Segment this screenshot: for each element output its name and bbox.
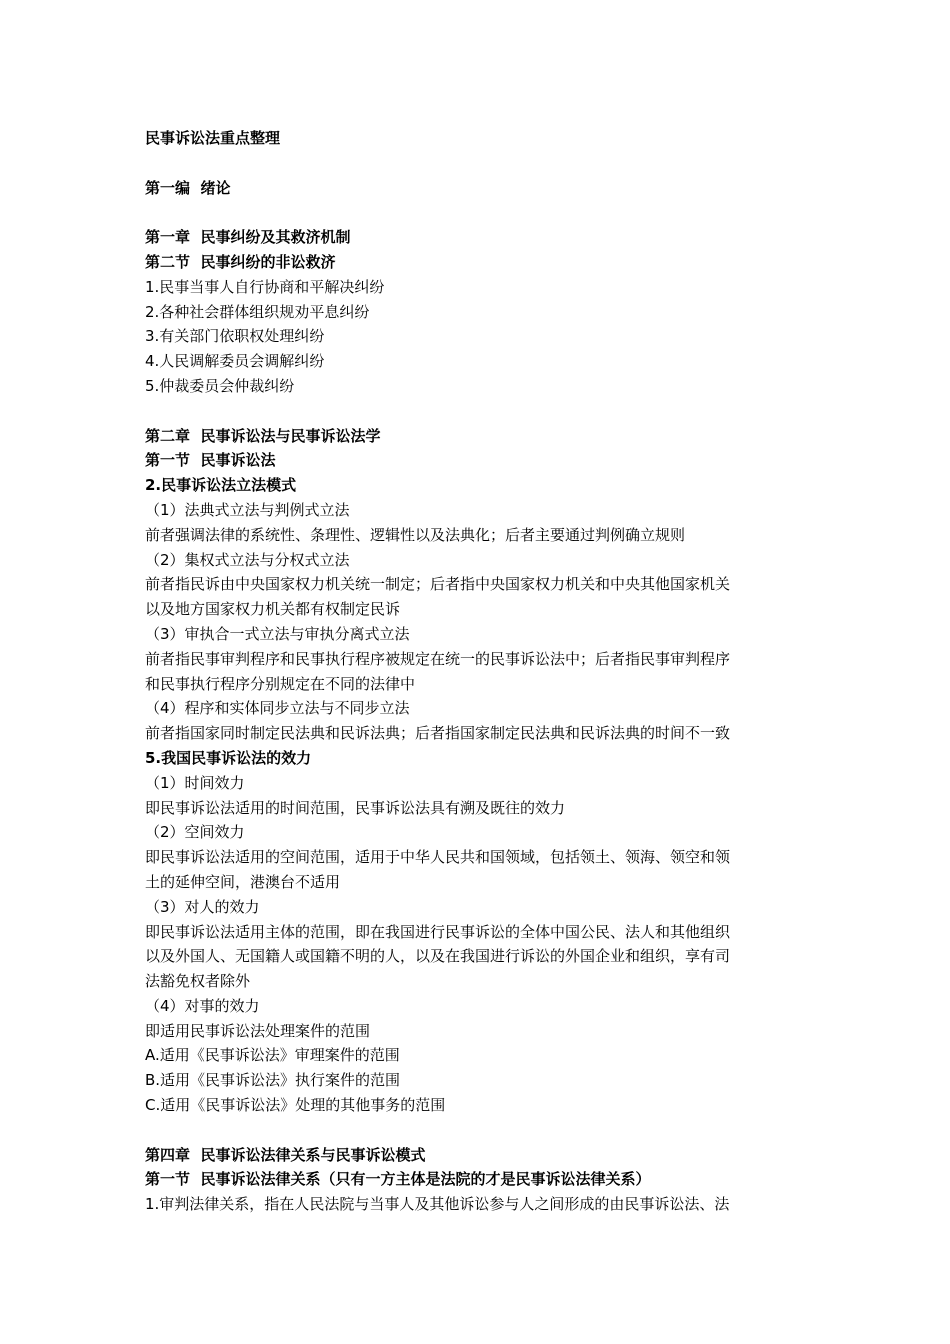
list-item: 3.有关部门依职权处理纠纷 <box>145 327 325 346</box>
paragraph-line: （2）集权式立法与分权式立法 <box>145 550 350 569</box>
paragraph-line: （4）程序和实体同步立法与不同步立法 <box>145 699 410 718</box>
chapter-heading: 第二章 民事诉讼法与民事诉讼法学 <box>145 426 381 445</box>
subsection-heading: 2.民事诉讼法立法模式 <box>145 476 297 495</box>
blank-line <box>145 1118 810 1143</box>
paragraph-line: （2）空间效力 <box>145 823 245 842</box>
section-heading: 第一节 民事诉讼法律关系（只有一方主体是法院的才是民事诉讼法律关系） <box>145 1170 651 1189</box>
list-item: 4.人民调解委员会调解纠纷 <box>145 352 325 371</box>
paragraph-line: 以及外国人、无国籍人或国籍不明的人，以及在我国进行诉讼的外国企业和组织，享有司 <box>145 947 731 966</box>
paragraph-line: 法豁免权者除外 <box>145 972 251 991</box>
blank-line <box>145 151 810 176</box>
paragraph-line: 前者指民诉由中央国家权力机关统一制定；后者指中央国家权力机关和中央其他国家机关 <box>145 575 731 594</box>
paragraph-line: 前者指国家同时制定民法典和民诉法典；后者指国家制定民法典和民诉法典的时间不一致 <box>145 724 731 743</box>
list-item: A.适用《民事诉讼法》审理案件的范围 <box>145 1046 400 1065</box>
paragraph-line: 和民事执行程序分别规定在不同的法律中 <box>145 674 416 693</box>
paragraph-line: 前者强调法律的系统性、条理性、逻辑性以及法典化；后者主要通过判例确立规则 <box>145 525 686 544</box>
list-item: 2.各种社会群体组织规劝平息纠纷 <box>145 302 370 321</box>
paragraph-line: 前者指民事审判程序和民事执行程序被规定在统一的民事诉讼法中；后者指民事审判程序 <box>145 649 731 668</box>
chapter-heading: 第四章 民事诉讼法律关系与民事诉讼模式 <box>145 1145 426 1164</box>
paragraph-line: 即民事诉讼法适用的时间范围，民事诉讼法具有溯及既往的效力 <box>145 798 566 817</box>
paragraph-line: 1.审判法律关系，指在人民法院与当事人及其他诉讼参与人之间形成的由民事诉讼法、法 <box>145 1195 730 1214</box>
chapter-heading: 第一章 民事纠纷及其救济机制 <box>145 228 351 247</box>
paragraph-line: 土的延伸空间，港澳台不适用 <box>145 872 341 891</box>
subsection-heading: 5.我国民事诉讼法的效力 <box>145 748 312 767</box>
list-item: B.适用《民事诉讼法》执行案件的范围 <box>145 1071 401 1090</box>
blank-line <box>145 399 810 424</box>
paragraph-line: （3）对人的效力 <box>145 897 260 916</box>
section-heading: 第二节 民事纠纷的非讼救济 <box>145 252 336 271</box>
list-item: C.适用《民事诉讼法》处理的其他事务的范围 <box>145 1096 446 1115</box>
paragraph-line: （1）时间效力 <box>145 773 245 792</box>
list-item: 5.仲裁委员会仲裁纠纷 <box>145 376 295 395</box>
paragraph-line: 即民事诉讼法适用的空间范围，适用于中华人民共和国领域，包括领土、领海、领空和领 <box>145 848 731 867</box>
document-page <box>145 126 810 1217</box>
paragraph-line: （1）法典式立法与判例式立法 <box>145 500 350 519</box>
paragraph-line: 即民事诉讼法适用主体的范围，即在我国进行民事诉讼的全体中国公民、法人和其他组织 <box>145 922 731 941</box>
paragraph-line: （3）审执合一式立法与审执分离式立法 <box>145 624 410 643</box>
section-heading: 第一节 民事诉讼法 <box>145 451 276 470</box>
paragraph-line: 以及地方国家权力机关都有权制定民诉 <box>145 600 401 619</box>
paragraph-line: 即适用民事诉讼法处理案件的范围 <box>145 1021 371 1040</box>
part-heading: 第一编 绪论 <box>145 178 231 197</box>
list-item: 1.民事当事人自行协商和平解决纠纷 <box>145 277 385 296</box>
document-title: 民事诉讼法重点整理 <box>145 129 281 147</box>
paragraph-line: （4）对事的效力 <box>145 996 260 1015</box>
blank-line <box>145 200 810 225</box>
